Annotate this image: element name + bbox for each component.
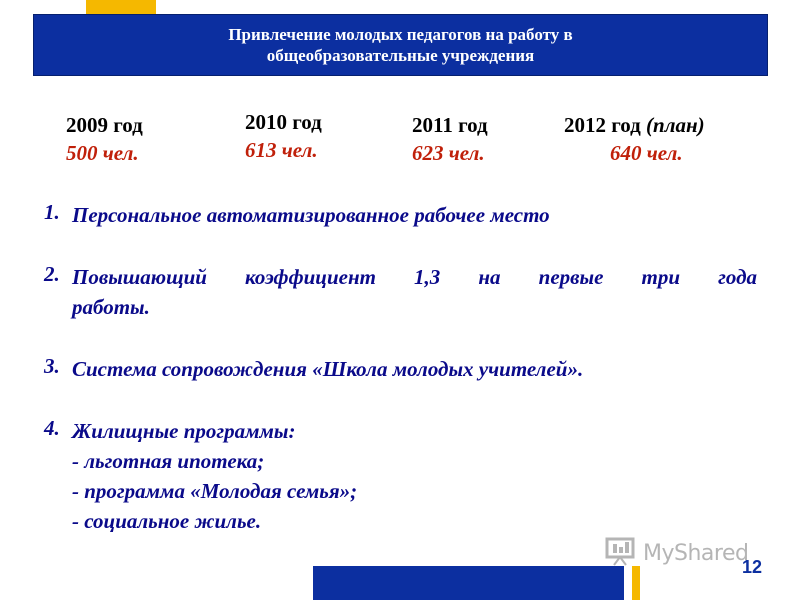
year-label: 2009 год: [66, 113, 143, 137]
decorative-yellow-block: [86, 0, 156, 14]
year-label-text: 2012 год: [564, 113, 641, 137]
list-item: [44, 416, 757, 536]
measures-list: [44, 200, 757, 536]
year-count: 623 чел.: [412, 141, 485, 165]
year-label: 2010 год: [245, 110, 322, 134]
year-block-2009: [66, 111, 143, 167]
sub-item: - социальное жилье.: [72, 509, 262, 533]
sub-item: - льготная ипотека;: [72, 449, 265, 473]
list-item-number: 4.: [44, 416, 60, 440]
year-label: [564, 111, 754, 139]
list-item-number: 1.: [44, 200, 60, 224]
year-label: 2011 год: [412, 113, 488, 137]
sub-item: - программа «Молодая семья»;: [72, 479, 358, 503]
list-item-number: 2.: [44, 262, 60, 286]
year-block-2011: [412, 111, 488, 167]
title-line-1: Привлечение молодых педагогов на работу в: [228, 25, 573, 44]
list-item-number: 3.: [44, 354, 60, 378]
year-count: 640 чел.: [610, 141, 683, 165]
title-line-2: общеобразовательные учреждения: [266, 46, 535, 65]
watermark: [605, 536, 748, 570]
year-count: 500 чел.: [66, 141, 139, 165]
year-block-2012: [564, 111, 754, 167]
list-item: [44, 200, 757, 230]
list-item: [44, 354, 757, 384]
list-item-text: Система сопровождения «Школа молодых учителей».: [72, 357, 584, 381]
page-number: 12: [742, 557, 763, 577]
decorative-yellow-bar: [632, 566, 640, 600]
list-item-text: Персональное автоматизированное рабочее место: [72, 203, 550, 227]
list-item: [44, 262, 757, 322]
year-block-2010: [245, 108, 322, 164]
title-banner: [33, 14, 768, 76]
list-item-text-line-1: Повышающий коэффициент 1,3 на первые три года: [72, 265, 757, 289]
watermark-text: MyShared: [643, 540, 749, 566]
year-plan-note: (план): [646, 113, 705, 137]
list-item-text: Жилищные программы:: [72, 419, 296, 443]
year-count: 613 чел.: [245, 138, 318, 162]
decorative-blue-bar: [313, 566, 624, 600]
list-item-text-line-2: работы.: [72, 295, 150, 319]
